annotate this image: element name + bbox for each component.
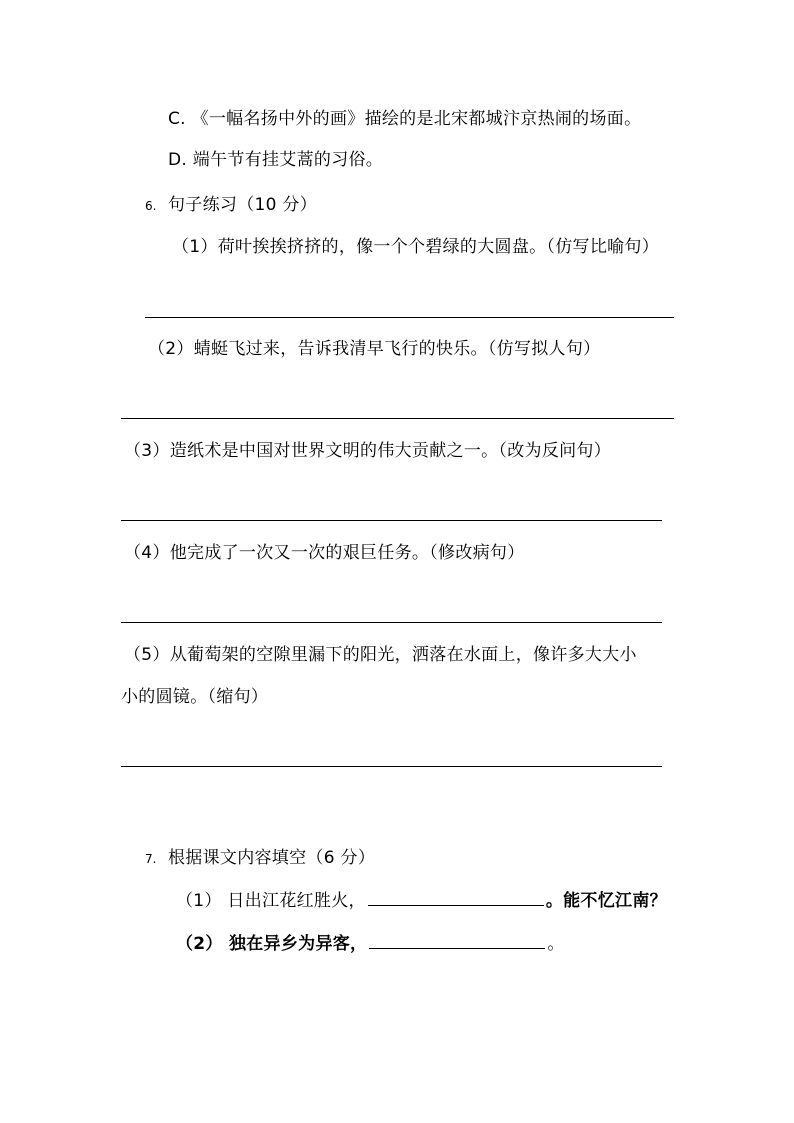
option-c: C. 《一幅名扬中外的画》描绘的是北宋都城汴京热闹的场面。 [168, 109, 642, 129]
q6-item-2: （2）蜻蜓飞过来，告诉我清早飞行的快乐。（仿写拟人句） [148, 339, 601, 359]
q6-item-1: （1）荷叶挨挨挤挤的，像一个个碧绿的大圆盘。（仿写比喻句） [172, 237, 660, 257]
q6-item-4: （4）他完成了一次又一次的艰巨任务。（修改病句） [124, 543, 525, 563]
q7-blank-1[interactable] [368, 889, 544, 906]
question-6-title: 句子练习（10 分） [168, 195, 318, 215]
option-d: D. 端午节有挂艾蒿的习俗。 [168, 150, 384, 170]
q7-item-1 [176, 889, 667, 912]
q7-blank-2[interactable] [369, 932, 545, 949]
q7-item-1-after: 。能不忆江南？ [545, 891, 667, 911]
answer-line-5[interactable] [121, 766, 662, 767]
q6-item-5-line-1: （5）从葡萄架的空隙里漏下的阳光，洒落在水面上，像许多大大小 [124, 645, 637, 665]
question-7-number: 7. [145, 852, 157, 866]
question-6-number: 6. [145, 199, 157, 213]
q7-item-2-before: （2） 独在异乡为异客， [176, 934, 368, 954]
question-7-title: 根据课文内容填空（6 分） [168, 848, 376, 868]
answer-line-4[interactable] [121, 622, 662, 623]
q6-item-3: （3）造纸术是中国对世界文明的伟大贡献之一。（改为反问句） [124, 441, 612, 461]
q6-item-5-line-2: 小的圆镜。（缩句） [121, 687, 269, 707]
q7-item-1-before: （1） 日出江花红胜火， [176, 891, 366, 911]
q7-item-2-after: 。 [547, 934, 565, 954]
answer-line-3[interactable] [121, 520, 662, 521]
answer-line-2[interactable] [121, 418, 674, 419]
answer-line-1[interactable] [145, 317, 674, 318]
q7-item-2 [176, 932, 565, 955]
